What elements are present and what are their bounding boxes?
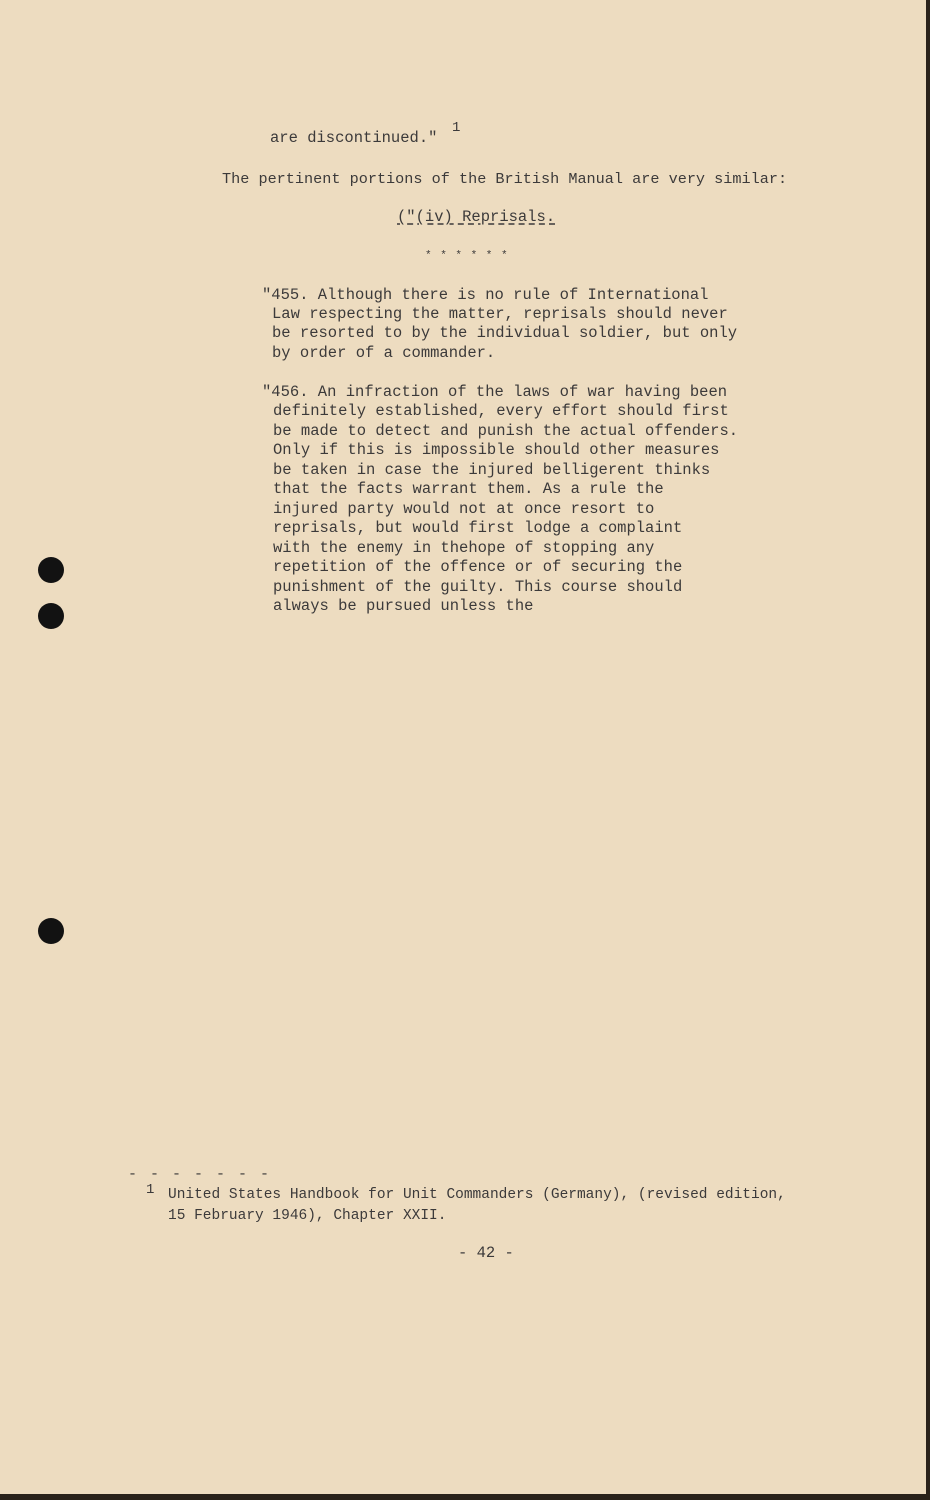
paragraph-line: Law respecting the matter, reprisals should never	[272, 305, 728, 323]
punch-hole	[38, 557, 64, 583]
footnote-marker: 1	[146, 1182, 155, 1198]
punch-hole	[38, 603, 64, 629]
footnote-reference: 1	[452, 120, 461, 136]
punch-hole	[38, 918, 64, 944]
asterisk-separator: * * * * * *	[425, 250, 509, 262]
paragraph-line: Only if this is impossible should other measures	[273, 441, 720, 459]
paragraph-line: always be pursued unless the	[273, 597, 534, 615]
footnote-line: 15 February 1946), Chapter XXII.	[168, 1208, 447, 1224]
footnote-line: United States Handbook for Unit Commanders (Germany), (revised edition,	[168, 1187, 786, 1203]
paragraph-line: "455. Although there is no rule of International	[262, 286, 709, 304]
paragraph-line: "456. An infraction of the laws of war having been	[262, 383, 728, 401]
paragraph-line: repetition of the offence or of securing the	[273, 558, 683, 576]
paragraph-line: be made to detect and punish the actual offenders.	[273, 422, 739, 440]
section-heading: ("(iv) Reprisals.	[397, 208, 556, 226]
paragraph-line: punishment of the guilty. This course should	[273, 578, 683, 596]
paragraph-line: injured party would not at once resort to	[273, 500, 655, 518]
intro-sentence: The pertinent portions of the British Manual are very similar:	[222, 170, 788, 188]
paragraph-line: be taken in case the injured belligerent thinks	[273, 461, 711, 479]
paragraph-line: with the enemy in thehope of stopping any	[273, 539, 655, 557]
paragraph-line: by order of a commander.	[272, 344, 496, 362]
footnote-separator: - - - - - - -	[128, 1166, 272, 1183]
page-number: - 42 -	[458, 1244, 514, 1262]
paragraph-line: definitely established, every effort should first	[273, 402, 729, 420]
paragraph-line: that the facts warrant them. As a rule the	[273, 480, 664, 498]
paragraph-line: reprisals, but would first lodge a complaint	[273, 519, 683, 537]
paragraph-line: be resorted to by the individual soldier, but only	[272, 324, 738, 342]
top-line: are discontinued."	[270, 129, 438, 147]
